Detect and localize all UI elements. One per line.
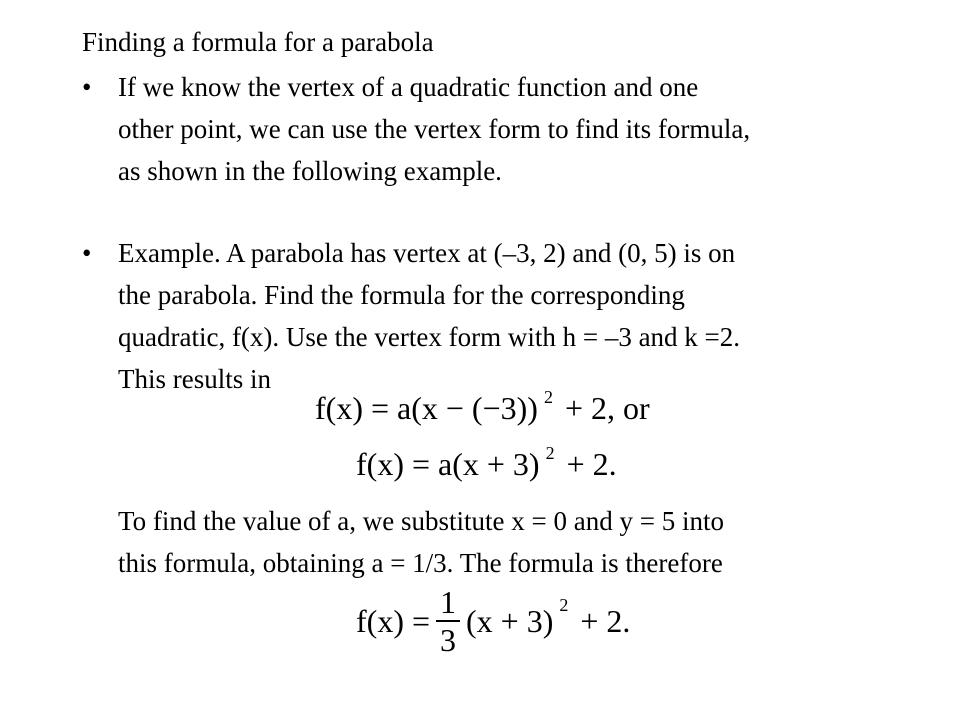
- equation-lhs: f(x) = a(x − (−3)): [315, 390, 538, 426]
- bullet-item-example: [82, 232, 882, 400]
- solution-paragraph: [118, 500, 724, 584]
- paragraph-line: this formula, obtaining a = 1/3. The formula is therefore: [118, 548, 723, 578]
- equation-rhs: + 2, or: [564, 390, 650, 426]
- equation-exponent: 2: [545, 443, 555, 463]
- bullet-line: other point, we can use the vertex form to find its formula,: [118, 114, 751, 144]
- equation-rhs: + 2.: [580, 603, 631, 639]
- bullet-line: the parabola. Find the formula for the corresponding: [118, 280, 685, 310]
- equation-final-formula: [356, 586, 630, 656]
- equation-vertex-form-substituted: [315, 388, 650, 433]
- equation-vertex-form-simplified: [356, 444, 617, 489]
- equation-exponent: 2: [543, 387, 553, 407]
- bullet-dot: •: [82, 72, 92, 102]
- slide-title: Finding a formula for a parabola: [82, 27, 434, 57]
- bullet-text: [118, 232, 882, 400]
- bullet-line: as shown in the following example.: [118, 156, 502, 186]
- bullet-line: This results in: [118, 364, 271, 394]
- bullet-line: quadratic, f(x). Use the vertex form with h = –3 and k =2.: [118, 322, 741, 352]
- bullet-dot: •: [82, 238, 92, 268]
- equation-exponent: 2: [559, 595, 569, 615]
- bullet-item-intro: [82, 66, 882, 192]
- bullet-line: Example. A parabola has vertex at (–3, 2) and (0, 5) is on: [118, 238, 736, 268]
- fraction-numerator: 1: [440, 584, 457, 620]
- fraction: [436, 586, 460, 656]
- equation-lhs: f(x) =: [356, 603, 431, 639]
- equation-rhs: + 2.: [566, 446, 617, 482]
- equation-lhs: f(x) = a(x + 3): [356, 446, 540, 482]
- paragraph-line: To find the value of a, we substitute x = 0 and y = 5 into: [118, 506, 724, 536]
- equation-middle: (x + 3): [466, 603, 554, 639]
- bullet-text: [118, 66, 882, 192]
- bullet-line: If we know the vertex of a quadratic function and one: [118, 72, 699, 102]
- fraction-denominator: 3: [440, 622, 457, 658]
